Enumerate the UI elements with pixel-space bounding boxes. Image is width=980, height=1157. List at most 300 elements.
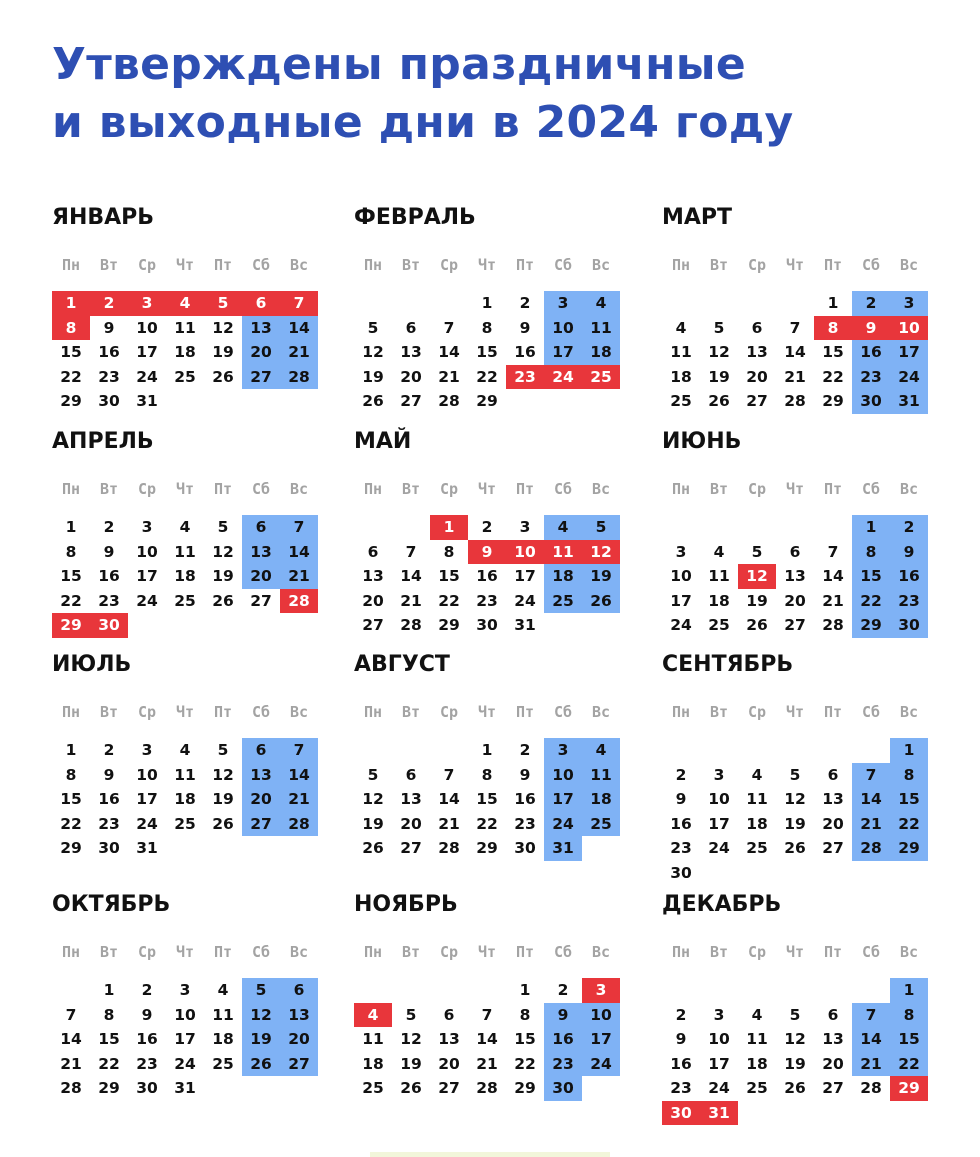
- day-weekend: 23: [552, 1054, 574, 1073]
- month-june: [662, 427, 924, 634]
- weekday-header: Пн: [363, 943, 383, 961]
- weekday-header: Пн: [363, 703, 383, 721]
- day: 6: [827, 765, 839, 784]
- day: 18: [362, 1054, 384, 1073]
- day-holiday: 2: [103, 294, 115, 312]
- day: 22: [438, 591, 460, 610]
- day-weekend: 9: [557, 1005, 569, 1024]
- day: 20: [400, 367, 422, 386]
- day-holiday: 3: [141, 294, 153, 312]
- weekday-header: Сб: [251, 943, 271, 961]
- day: 20: [784, 591, 806, 610]
- day: 28: [476, 1079, 498, 1097]
- day: 26: [362, 392, 384, 410]
- day: 27: [822, 839, 844, 857]
- day: 8: [481, 765, 493, 784]
- day-holiday: 30: [98, 616, 120, 634]
- day: 2: [557, 981, 569, 999]
- day-holiday: 8: [65, 318, 77, 337]
- day: 26: [746, 616, 768, 634]
- day-holiday: 31: [708, 1103, 730, 1122]
- weekday-header: Ср: [439, 480, 459, 498]
- day: 9: [519, 318, 531, 337]
- weekday-header: Ср: [439, 256, 459, 274]
- day: 18: [746, 814, 768, 833]
- day: 28: [822, 616, 844, 634]
- day: 26: [708, 392, 730, 410]
- day: 18: [708, 591, 730, 610]
- day: 4: [713, 542, 725, 561]
- day: 31: [514, 616, 536, 634]
- day: 29: [60, 839, 82, 857]
- weekday-header: Пт: [213, 480, 233, 498]
- day: 15: [476, 343, 498, 361]
- day: 14: [438, 790, 460, 808]
- weekday-header: Вт: [709, 256, 729, 274]
- day: 5: [713, 318, 725, 337]
- weekday-header: Чт: [477, 480, 497, 498]
- month-february: [354, 203, 616, 410]
- month-july: [52, 650, 314, 857]
- weekday-header: Пт: [213, 256, 233, 274]
- day: 21: [822, 591, 844, 610]
- day-holiday: 7: [293, 294, 305, 312]
- day: 12: [784, 790, 806, 808]
- day: 12: [212, 542, 234, 561]
- day: 17: [174, 1030, 196, 1048]
- day: 20: [822, 1054, 844, 1073]
- day: 16: [136, 1030, 158, 1048]
- day: 16: [476, 567, 498, 585]
- day: 17: [136, 790, 158, 808]
- weekday-header: Вс: [289, 943, 309, 961]
- day: 12: [362, 790, 384, 808]
- day-weekend: 25: [590, 814, 612, 833]
- day: 1: [481, 741, 493, 759]
- day: 3: [141, 741, 153, 759]
- weekday-header: Пн: [61, 703, 81, 721]
- day: 13: [822, 790, 844, 808]
- weekday-header: Сб: [553, 256, 573, 274]
- day: 16: [98, 567, 120, 585]
- day: 27: [822, 1079, 844, 1097]
- day: 29: [60, 392, 82, 410]
- day: 19: [784, 814, 806, 833]
- day: 17: [514, 567, 536, 585]
- day: 22: [822, 367, 844, 386]
- day: 22: [60, 591, 82, 610]
- day-weekend: 8: [865, 542, 877, 561]
- day: 13: [438, 1030, 460, 1048]
- day-holiday: 23: [514, 367, 536, 386]
- day: 10: [136, 318, 158, 337]
- day: 10: [174, 1005, 196, 1024]
- day: 23: [670, 1079, 692, 1097]
- day-weekend: 10: [552, 765, 574, 784]
- day-weekend: 8: [903, 765, 915, 784]
- day-weekend: 18: [590, 343, 612, 361]
- day: 24: [136, 814, 158, 833]
- month-name: МАРТ: [662, 205, 733, 230]
- day-weekend: 14: [288, 318, 310, 337]
- day: 25: [174, 591, 196, 610]
- day: 19: [746, 591, 768, 610]
- day: 27: [400, 392, 422, 410]
- weekday-header: Сб: [861, 256, 881, 274]
- day: 24: [708, 1079, 730, 1097]
- weekday-header: Пт: [213, 943, 233, 961]
- day-holiday: 12: [590, 542, 612, 561]
- day-weekend: 27: [250, 367, 272, 386]
- day: 2: [103, 518, 115, 536]
- day: 6: [751, 318, 763, 337]
- month-name: СЕНТЯБРЬ: [662, 652, 794, 677]
- day-weekend: 2: [865, 294, 877, 312]
- weekday-header: Сб: [553, 943, 573, 961]
- day: 15: [514, 1030, 536, 1048]
- day: 18: [746, 1054, 768, 1073]
- day: 4: [751, 1005, 763, 1024]
- day: 6: [405, 318, 417, 337]
- weekday-header: Сб: [251, 480, 271, 498]
- day: 22: [476, 367, 498, 386]
- day: 13: [822, 1030, 844, 1048]
- weekday-header: Вт: [401, 256, 421, 274]
- weekday-header: Вс: [591, 703, 611, 721]
- day: 13: [784, 567, 806, 585]
- day-weekend: 24: [898, 367, 920, 386]
- weekday-header: Вс: [289, 256, 309, 274]
- day: 7: [443, 318, 455, 337]
- day: 12: [212, 765, 234, 784]
- day-weekend: 9: [903, 542, 915, 561]
- day-holiday: 4: [367, 1005, 379, 1024]
- day: 8: [103, 1005, 115, 1024]
- day: 18: [174, 790, 196, 808]
- day-weekend: 18: [590, 790, 612, 808]
- day-weekend: 23: [898, 591, 920, 610]
- weekday-header: Сб: [251, 703, 271, 721]
- day: 2: [675, 765, 687, 784]
- day-weekend: 8: [903, 1005, 915, 1024]
- day: 8: [443, 542, 455, 561]
- day-holiday: 4: [179, 294, 191, 312]
- day-weekend: 14: [860, 1030, 882, 1048]
- day: 6: [827, 1005, 839, 1024]
- day-weekend: 22: [860, 591, 882, 610]
- day: 11: [362, 1030, 384, 1048]
- day: 14: [784, 343, 806, 361]
- day-weekend: 22: [898, 814, 920, 833]
- weekday-header: Вс: [591, 480, 611, 498]
- day-weekend: 29: [860, 616, 882, 634]
- day: 7: [789, 318, 801, 337]
- title-line-2: и выходные дни в 2024 году: [52, 97, 794, 148]
- day: 15: [98, 1030, 120, 1048]
- day-holiday: 6: [255, 294, 267, 312]
- day-weekend: 28: [288, 367, 310, 386]
- day: 8: [65, 542, 77, 561]
- day-weekend: 16: [898, 567, 920, 585]
- day: 17: [708, 814, 730, 833]
- day: 20: [362, 591, 384, 610]
- day: 9: [519, 765, 531, 784]
- weekday-header: Ср: [137, 703, 157, 721]
- month-october: [52, 890, 314, 1097]
- day: 29: [438, 616, 460, 634]
- day: 28: [860, 1079, 882, 1097]
- day-weekend: 4: [595, 741, 607, 759]
- day: 26: [784, 1079, 806, 1097]
- day-weekend: 6: [255, 518, 267, 536]
- day-weekend: 20: [250, 343, 272, 361]
- month-name: ДЕКАБРЬ: [662, 892, 782, 917]
- day: 3: [519, 518, 531, 536]
- day: 9: [675, 790, 687, 808]
- weekday-header: Пт: [823, 703, 843, 721]
- day-weekend: 17: [590, 1030, 612, 1048]
- day-weekend: 19: [590, 567, 612, 585]
- day-weekend: 11: [590, 318, 612, 337]
- day: 4: [675, 318, 687, 337]
- day: 27: [438, 1079, 460, 1097]
- day: 24: [708, 839, 730, 857]
- day: 20: [438, 1054, 460, 1073]
- weekday-header: Пн: [363, 480, 383, 498]
- weekday-header: Вс: [591, 256, 611, 274]
- weekday-header: Вс: [289, 703, 309, 721]
- day: 21: [438, 814, 460, 833]
- day: 23: [98, 591, 120, 610]
- day: 19: [708, 367, 730, 386]
- weekday-header: Ср: [747, 943, 767, 961]
- day: 9: [103, 542, 115, 561]
- day: 1: [103, 981, 115, 999]
- day-weekend: 13: [250, 542, 272, 561]
- day: 29: [476, 839, 498, 857]
- day-holiday: 24: [552, 367, 574, 386]
- day: 12: [212, 318, 234, 337]
- day: 25: [708, 616, 730, 634]
- day: 2: [103, 741, 115, 759]
- day-weekend: 1: [903, 741, 915, 759]
- day: 11: [174, 542, 196, 561]
- weekday-header: Вт: [99, 480, 119, 498]
- day: 11: [670, 343, 692, 361]
- weekday-header: Сб: [553, 480, 573, 498]
- day-weekend: 21: [288, 790, 310, 808]
- day-weekend: 17: [552, 343, 574, 361]
- month-name: АВГУСТ: [354, 652, 450, 677]
- month-may: [354, 427, 616, 634]
- day: 15: [476, 790, 498, 808]
- day: 8: [65, 765, 77, 784]
- day-weekend: 6: [293, 981, 305, 999]
- day: 24: [670, 616, 692, 634]
- weekday-header: Пн: [671, 703, 691, 721]
- weekday-header: Пн: [671, 256, 691, 274]
- day: 4: [751, 765, 763, 784]
- day: 28: [438, 392, 460, 410]
- day-weekend: 13: [250, 318, 272, 337]
- day: 28: [400, 616, 422, 634]
- day: 18: [174, 343, 196, 361]
- day: 5: [367, 318, 379, 337]
- day: 25: [362, 1079, 384, 1097]
- weekday-header: Пн: [61, 943, 81, 961]
- day: 21: [400, 591, 422, 610]
- day: 2: [519, 741, 531, 759]
- day: 29: [514, 1079, 536, 1097]
- day: 8: [519, 1005, 531, 1024]
- day: 6: [443, 1005, 455, 1024]
- day: 1: [65, 518, 77, 536]
- day-weekend: 27: [250, 814, 272, 833]
- day: 29: [98, 1079, 120, 1097]
- month-name: ЯНВАРЬ: [52, 205, 155, 230]
- day: 2: [675, 1005, 687, 1024]
- day: 27: [746, 392, 768, 410]
- month-january: [52, 203, 314, 410]
- day-weekend: 20: [250, 790, 272, 808]
- day: 11: [174, 318, 196, 337]
- day: 12: [362, 343, 384, 361]
- day-weekend: 1: [903, 981, 915, 999]
- day-weekend: 16: [552, 1030, 574, 1048]
- day: 1: [519, 981, 531, 999]
- day-weekend: 4: [595, 294, 607, 312]
- day: 19: [400, 1054, 422, 1073]
- day: 26: [212, 591, 234, 610]
- day: 23: [98, 367, 120, 386]
- day: 19: [212, 343, 234, 361]
- month-name: АПРЕЛЬ: [52, 429, 154, 454]
- weekday-header: Ср: [439, 943, 459, 961]
- day: 25: [746, 1079, 768, 1097]
- weekday-header: Вс: [591, 943, 611, 961]
- day: 16: [514, 790, 536, 808]
- day: 15: [822, 343, 844, 361]
- day: 31: [136, 392, 158, 410]
- day: 10: [136, 765, 158, 784]
- day: 21: [438, 367, 460, 386]
- day: 16: [670, 814, 692, 833]
- weekday-header: Вт: [709, 480, 729, 498]
- weekday-header: Ср: [747, 480, 767, 498]
- day-holiday: 25: [590, 367, 612, 386]
- day-weekend: 7: [293, 518, 305, 536]
- day-weekend: 3: [557, 741, 569, 759]
- day: 4: [179, 741, 191, 759]
- day: 13: [746, 343, 768, 361]
- month-name: ОКТЯБРЬ: [52, 892, 171, 917]
- day-holiday: 8: [827, 318, 839, 337]
- day: 21: [60, 1054, 82, 1073]
- day-weekend: 26: [250, 1054, 272, 1073]
- weekday-header: Ср: [137, 256, 157, 274]
- day-weekend: 20: [288, 1030, 310, 1048]
- day: 3: [141, 518, 153, 536]
- day: 23: [136, 1054, 158, 1073]
- page-title: [52, 36, 794, 152]
- day-weekend: 30: [898, 616, 920, 634]
- day: 23: [670, 839, 692, 857]
- weekday-header: Чт: [477, 943, 497, 961]
- day-weekend: 27: [288, 1054, 310, 1073]
- day: 25: [670, 392, 692, 410]
- day: 7: [481, 1005, 493, 1024]
- day: 11: [746, 1030, 768, 1048]
- day-weekend: 3: [903, 294, 915, 312]
- month-name: НОЯБРЬ: [354, 892, 458, 917]
- weekday-header: Пт: [213, 703, 233, 721]
- day-weekend: 30: [860, 392, 882, 410]
- day: 16: [98, 790, 120, 808]
- day: 5: [789, 1005, 801, 1024]
- weekday-header: Пн: [363, 256, 383, 274]
- day: 10: [670, 567, 692, 585]
- weekday-header: Пт: [823, 943, 843, 961]
- day-weekend: 3: [557, 294, 569, 312]
- day: 20: [400, 814, 422, 833]
- day: 9: [141, 1005, 153, 1024]
- day-holiday: 28: [288, 591, 310, 610]
- day: 20: [746, 367, 768, 386]
- weekday-header: Пт: [515, 943, 535, 961]
- day: 28: [438, 839, 460, 857]
- day-weekend: 30: [552, 1079, 574, 1097]
- day-weekend: 14: [288, 542, 310, 561]
- day: 22: [60, 367, 82, 386]
- day-weekend: 7: [865, 1005, 877, 1024]
- day-weekend: 24: [590, 1054, 612, 1073]
- day: 27: [362, 616, 384, 634]
- day-holiday: 5: [217, 294, 229, 312]
- weekday-header: Пт: [823, 256, 843, 274]
- day: 14: [438, 343, 460, 361]
- day: 2: [141, 981, 153, 999]
- day: 29: [822, 392, 844, 410]
- day: 15: [60, 790, 82, 808]
- day: 20: [822, 814, 844, 833]
- day: 24: [136, 591, 158, 610]
- day: 17: [136, 343, 158, 361]
- month-march: [662, 203, 924, 410]
- day-weekend: 1: [865, 518, 877, 536]
- day: 6: [405, 765, 417, 784]
- day-holiday: 29: [60, 616, 82, 634]
- day: 5: [367, 765, 379, 784]
- footer-decoration: [370, 1152, 610, 1157]
- day: 22: [514, 1054, 536, 1073]
- day: 19: [212, 790, 234, 808]
- day: 10: [708, 790, 730, 808]
- day-holiday: 1: [65, 294, 77, 312]
- day-weekend: 15: [898, 1030, 920, 1048]
- day: 12: [708, 343, 730, 361]
- day: 28: [784, 392, 806, 410]
- day-weekend: 14: [288, 765, 310, 784]
- day: 24: [136, 367, 158, 386]
- day-weekend: 21: [860, 814, 882, 833]
- day: 16: [98, 343, 120, 361]
- day: 21: [784, 367, 806, 386]
- weekday-header: Чт: [175, 256, 195, 274]
- day: 22: [60, 814, 82, 833]
- month-november: [354, 890, 616, 1097]
- day-holiday: 10: [514, 542, 536, 561]
- day: 30: [670, 863, 692, 882]
